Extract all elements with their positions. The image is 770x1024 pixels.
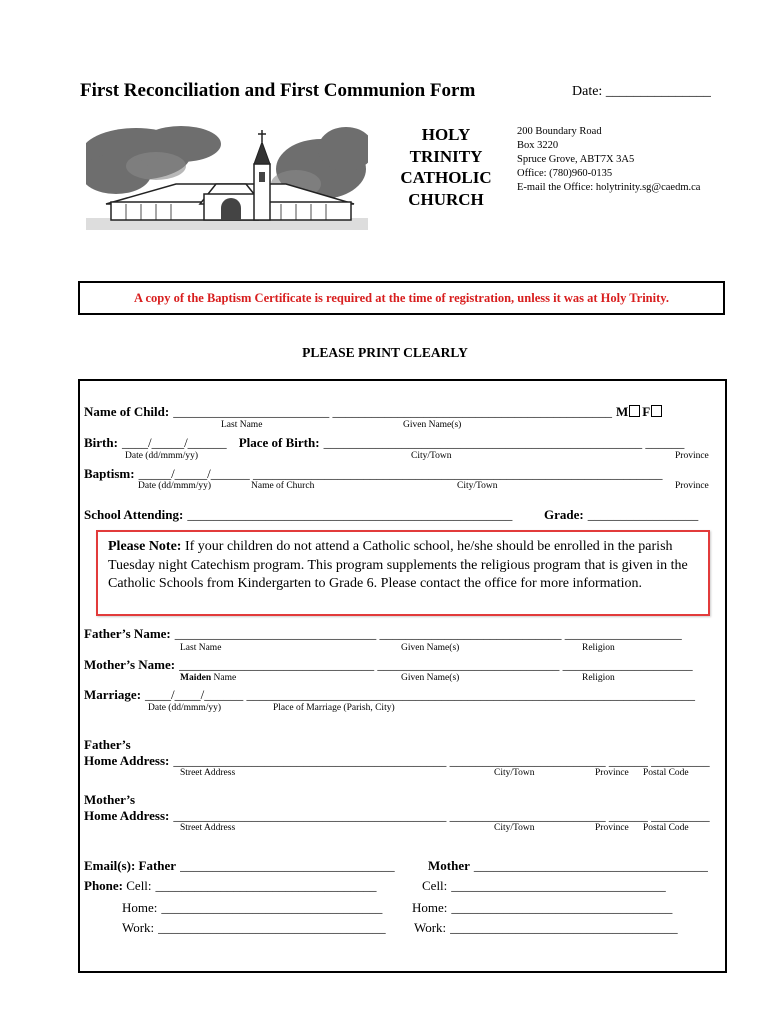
work-father-label: Work:: [122, 920, 155, 935]
father-name-row: [84, 625, 682, 643]
email-row-father: [84, 857, 395, 875]
home-mother-label: Home:: [412, 900, 448, 915]
male-checkbox[interactable]: [629, 405, 640, 417]
cell-mother-label: Cell:: [422, 878, 448, 893]
cell-row-father: [84, 877, 377, 895]
mother-street-caption: Street Address: [180, 823, 236, 833]
work-mother-label: Work:: [414, 920, 447, 935]
father-province-caption: Province: [595, 768, 629, 778]
baptism-province-caption: Province: [675, 481, 709, 491]
marriage-label: Marriage:: [84, 687, 142, 702]
mother-city-caption: City/Town: [494, 823, 535, 833]
please-note-label: Please Note:: [108, 539, 182, 554]
female-checkbox[interactable]: [651, 405, 662, 417]
child-name-label: Name of Child:: [84, 404, 170, 419]
given-names-caption: Given Name(s): [403, 420, 462, 430]
email-father-label: Email(s): Father: [84, 858, 177, 873]
form-title: First Reconciliation and First Communion Form: [80, 80, 476, 101]
home-father-field[interactable]: __________________________________: [161, 900, 383, 915]
mother-address-field[interactable]: __________________________________________ ________________________ ______ _________: [173, 808, 710, 823]
address-line-3: Spruce Grove, ABT7X 3A5: [517, 154, 635, 165]
cell-father-field[interactable]: __________________________________: [155, 878, 377, 893]
place-of-birth-label: Place of Birth:: [238, 435, 320, 450]
father-last-caption: Last Name: [180, 643, 222, 653]
work-row-father: [122, 919, 386, 937]
grade-label: Grade:: [544, 507, 584, 522]
birth-city-caption: City/Town: [411, 451, 452, 461]
father-name-label: Father’s Name:: [84, 626, 171, 641]
baptism-city-caption: City/Town: [457, 481, 498, 491]
birth-label: Birth:: [84, 435, 118, 450]
print-clearly-instruction: PLEASE PRINT CLEARLY: [302, 345, 468, 360]
address-line-2: Box 3220: [517, 140, 559, 151]
email-mother-field[interactable]: ____________________________________: [473, 858, 708, 873]
maiden-name-caption: Maiden Name: [180, 673, 237, 683]
father-name-field[interactable]: _______________________________ ____________________________ __________________: [174, 626, 682, 641]
home-row-father: [122, 899, 382, 917]
work-row-mother: [414, 919, 678, 937]
mother-name-field[interactable]: ______________________________ ____________________________ ____________________: [179, 657, 693, 672]
home-father-label: Home:: [122, 900, 158, 915]
baptism-label: Baptism:: [84, 466, 135, 481]
email-father-field[interactable]: _________________________________: [180, 858, 395, 873]
school-label: School Attending:: [84, 507, 184, 522]
catechism-note: [108, 538, 698, 594]
marriage-date-caption: Date (dd/mmm/yy): [148, 703, 222, 713]
work-father-field[interactable]: ___________________________________: [158, 920, 386, 935]
baptism-notice-box: [78, 281, 725, 315]
female-label: F: [642, 404, 651, 419]
cell-father-label: Cell:: [123, 878, 152, 893]
mother-province-caption: Province: [595, 823, 629, 833]
father-home-label-1: Father’s: [84, 737, 131, 752]
father-home-address-label: Home Address:: [84, 753, 170, 768]
date-field[interactable]: Date: _______________: [572, 84, 711, 99]
work-mother-field[interactable]: ___________________________________: [450, 920, 678, 935]
male-label: M: [615, 404, 629, 419]
email-row-mother: [428, 857, 708, 875]
father-address-field[interactable]: __________________________________________ ________________________ ______ _________: [173, 753, 710, 768]
marriage-place-caption: Place of Marriage (Parish, City): [273, 703, 395, 713]
mother-name-label: Mother’s Name:: [84, 657, 176, 672]
baptism-field[interactable]: _____/_____/______ _______________________________________________________________: [138, 466, 663, 481]
mother-home-address-label: Home Address:: [84, 808, 170, 823]
home-row-mother: [412, 899, 672, 917]
last-name-caption: Last Name: [221, 420, 263, 430]
mother-given-caption: Given Name(s): [401, 673, 460, 683]
child-name-field[interactable]: ________________________ ___________________________________________: [173, 404, 612, 419]
father-religion-caption: Religion: [582, 643, 615, 653]
baptism-date-caption: Date (dd/mmm/yy): [138, 481, 212, 491]
marriage-row: [84, 686, 695, 704]
father-city-caption: City/Town: [494, 768, 535, 778]
birth-province-caption: Province: [675, 451, 709, 461]
office-email: E-mail the Office: holytrinity.sg@caedm.ca: [517, 182, 701, 193]
school-field[interactable]: __________________________________________________: [187, 507, 513, 522]
cell-row-mother: [422, 877, 666, 895]
father-street-caption: Street Address: [180, 768, 236, 778]
cell-mother-field[interactable]: _________________________________: [451, 878, 666, 893]
catechism-note-box: [96, 530, 710, 616]
phone-label: Phone:: [84, 878, 123, 893]
birth-date-field[interactable]: ____/_____/______: [121, 435, 227, 450]
grade-field[interactable]: _________________: [587, 507, 699, 522]
marriage-field[interactable]: ____/____/______ _____________________________________________________________________: [145, 687, 696, 702]
mother-name-row: [84, 656, 693, 674]
home-mother-field[interactable]: __________________________________: [451, 900, 673, 915]
baptism-church-caption: Name of Church: [251, 481, 315, 491]
father-given-caption: Given Name(s): [401, 643, 460, 653]
mother-religion-caption: Religion: [582, 673, 615, 683]
birth-row: [84, 434, 684, 452]
church-contact: [517, 125, 700, 195]
email-mother-label: Mother: [428, 858, 470, 873]
grade-row: [544, 506, 698, 524]
baptism-notice: A copy of the Baptism Certificate is required at the time of registration, unless it was at Holy Trinity.: [134, 291, 669, 305]
church-illustration: [86, 124, 368, 230]
child-name-row: [84, 403, 664, 421]
place-of-birth-field[interactable]: _________________________________________________ ______: [323, 435, 685, 450]
office-phone: Office: (780)960-0135: [517, 168, 613, 179]
church-name: HOLY TRINITY CATHOLIC CHURCH: [400, 125, 492, 209]
address-line-1: 200 Boundary Road: [517, 126, 602, 137]
mother-postal-caption: Postal Code: [643, 823, 689, 833]
birth-date-caption: Date (dd/mmm/yy): [125, 451, 199, 461]
father-postal-caption: Postal Code: [643, 768, 689, 778]
mother-home-label-1: Mother’s: [84, 792, 136, 807]
school-row: [84, 506, 512, 524]
please-note-text: If your children do not attend a Catholic school, he/she should be enrolled in the parish Tuesday night Catechism program. This program supplements the religious program that is given in the Catholic Schools from Kindergarten to Grade 6. Please contact the office for more information.: [108, 539, 688, 591]
